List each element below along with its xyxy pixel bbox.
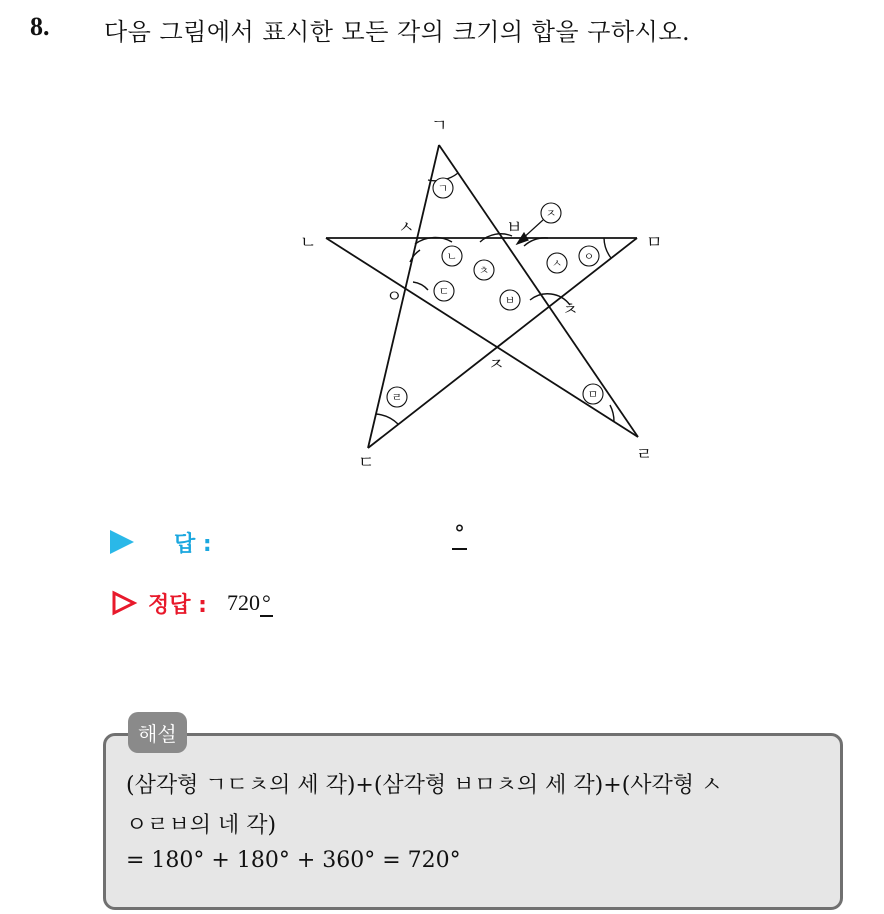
angle-label-1: ㄱ xyxy=(437,182,449,195)
explanation-line-1: (삼각형 ㄱㄷㅊ의 세 각)+(삼각형 ㅂㅁㅊ의 세 각)+(사각형 ㅅ xyxy=(126,773,723,798)
arc-s-left xyxy=(410,250,420,262)
angle-label-10: ㅊ xyxy=(478,264,490,277)
question-number: 8. xyxy=(30,12,50,41)
correct-row xyxy=(110,585,273,621)
vertex-label-o: ㅇ xyxy=(386,287,403,307)
vertex-label-ch: ㅊ xyxy=(562,300,579,320)
angle-label-5: ㅁ xyxy=(587,388,599,401)
answer-label: 답 : xyxy=(174,531,212,557)
correct-value-wrap xyxy=(227,590,273,616)
vertex-label-bottom-left: ㄷ xyxy=(358,453,375,473)
angle-label-6: ㅂ xyxy=(504,294,516,307)
arc-right-vertex xyxy=(604,238,611,258)
arc-o xyxy=(413,282,428,290)
vertex-label-left: ㄴ xyxy=(300,233,317,253)
angle-label-7: ㅅ xyxy=(551,257,563,270)
explanation-tag: 해설 xyxy=(128,712,187,753)
answer-blank[interactable]: ° xyxy=(452,522,467,550)
vertex-label-s: ㅅ xyxy=(398,218,415,238)
explanation-line-3: = 180° + 180° + 360° = 720° xyxy=(126,848,461,873)
vertex-label-j: ㅈ xyxy=(488,355,505,375)
angle-label-3: ㄷ xyxy=(438,285,450,298)
vertex-label-bottom-right: ㄹ xyxy=(636,445,653,465)
angle-label-2: ㄴ xyxy=(446,250,458,263)
correct-label: 정답 : xyxy=(148,592,207,618)
play-outline-icon xyxy=(110,589,138,617)
explanation-line-2: ㅇㄹㅂ의 네 각) xyxy=(126,813,277,838)
edge-bottom-left-to-right xyxy=(368,238,637,448)
angle-label-8: ㅇ xyxy=(583,250,595,263)
correct-unit: ° xyxy=(261,590,271,615)
question-text: 다음 그림에서 표시한 모든 각의 크기의 합을 구하시오. xyxy=(104,18,691,46)
correct-value: 720 xyxy=(226,590,260,615)
play-solid-icon xyxy=(110,530,134,554)
vertex-label-right: ㅁ xyxy=(646,233,663,253)
vertex-label-top: ㄱ xyxy=(431,116,448,136)
angle-label-9: ㅈ xyxy=(545,207,557,220)
answer-row xyxy=(110,524,212,560)
angle-label-4: ㄹ xyxy=(391,391,403,404)
edge-top-to-bottom-right xyxy=(439,145,638,437)
vertex-label-b: ㅂ xyxy=(506,218,523,238)
arc-bl xyxy=(376,414,398,424)
